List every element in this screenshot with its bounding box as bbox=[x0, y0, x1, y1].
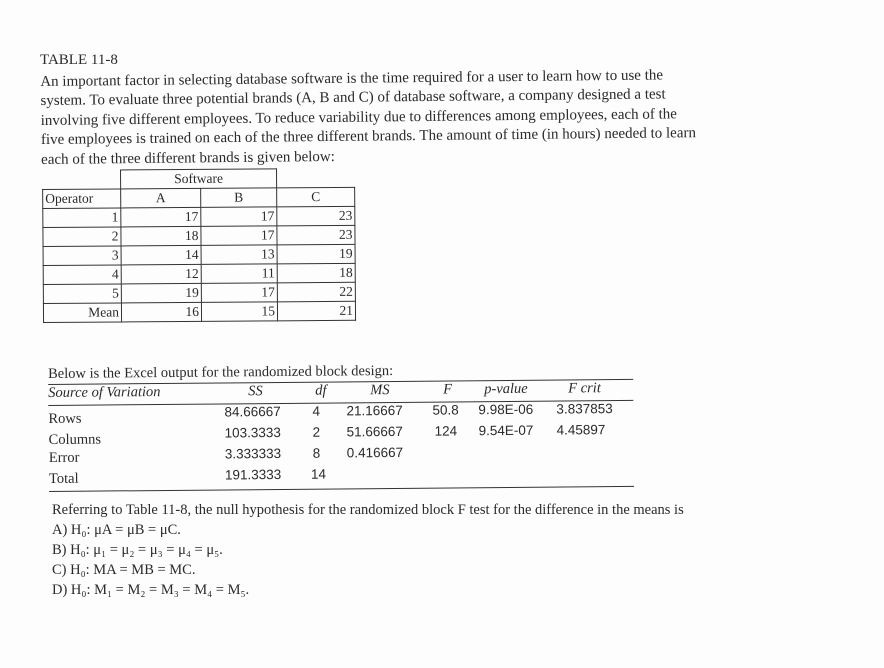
question-block bbox=[52, 500, 852, 600]
anova-row-error: Error 3.333333 8 0.416667 bbox=[48, 444, 404, 466]
anova-row-total: Total 191.3333 14 bbox=[48, 466, 327, 487]
anova-intro: Below is the Excel output for the randomized block design: bbox=[48, 362, 394, 382]
table-row: 1 17 17 23 bbox=[43, 206, 355, 227]
problem-paragraph bbox=[40, 45, 831, 170]
table-row: 4 12 11 18 bbox=[43, 263, 355, 284]
paragraph-line: An important factor in selecting database software is the time required for a user to learn how to use the bbox=[40, 66, 664, 90]
anova-output bbox=[48, 361, 634, 492]
table-row: 3 14 13 19 bbox=[43, 244, 355, 265]
software-group-header: Software bbox=[121, 169, 277, 189]
paragraph-line: five employees is trained on each of the three different brands. The amount of time (in hours) needed to learn bbox=[40, 125, 697, 148]
anova-row-columns: Columns 103.3333 2 51.66667 124 9.54E-07 4.45897 bbox=[48, 422, 606, 448]
anova-header-row: Source of Variation SS df MS F p-value F crit bbox=[48, 380, 601, 401]
header-operator: Operator bbox=[43, 189, 121, 209]
paragraph-line: involving five different employees. To reduce variability due to differences among employees, each of the bbox=[40, 105, 677, 129]
question-stem: Referring to Table 11-8, the null hypothesis for the randomized block F test for the difference in the means is bbox=[52, 502, 684, 518]
option-c: C) H₀: MA = MB = MC. bbox=[52, 562, 196, 578]
paragraph-line: system. To evaluate three potential brands (A, B and C) of database software, a company designed a test bbox=[40, 86, 666, 109]
anova-row-rows: Rows 84.66667 4 21.16667 50.8 9.98E-06 3.837853 bbox=[48, 401, 613, 427]
header-a: A bbox=[121, 188, 201, 208]
problem-title: TABLE 11-8 bbox=[40, 52, 118, 68]
paragraph-line: each of the three different brands is given below: bbox=[41, 148, 335, 168]
table-row: 5 19 17 22 bbox=[43, 282, 355, 303]
table-row: 2 18 17 23 bbox=[43, 225, 355, 246]
data-table bbox=[42, 168, 356, 323]
option-a: A) H₀: μA = μB = μC. bbox=[52, 522, 181, 538]
header-b: B bbox=[201, 188, 277, 208]
header-c: C bbox=[277, 187, 355, 207]
option-d: D) H₀: M₁ = M₂ = M₃ = M₄ = M₅. bbox=[52, 582, 250, 598]
mean-row: Mean 16 15 21 bbox=[43, 301, 355, 322]
option-b: B) H₀: μ₁ = μ₂ = μ₃ = μ₄ = μ₅. bbox=[52, 542, 223, 558]
